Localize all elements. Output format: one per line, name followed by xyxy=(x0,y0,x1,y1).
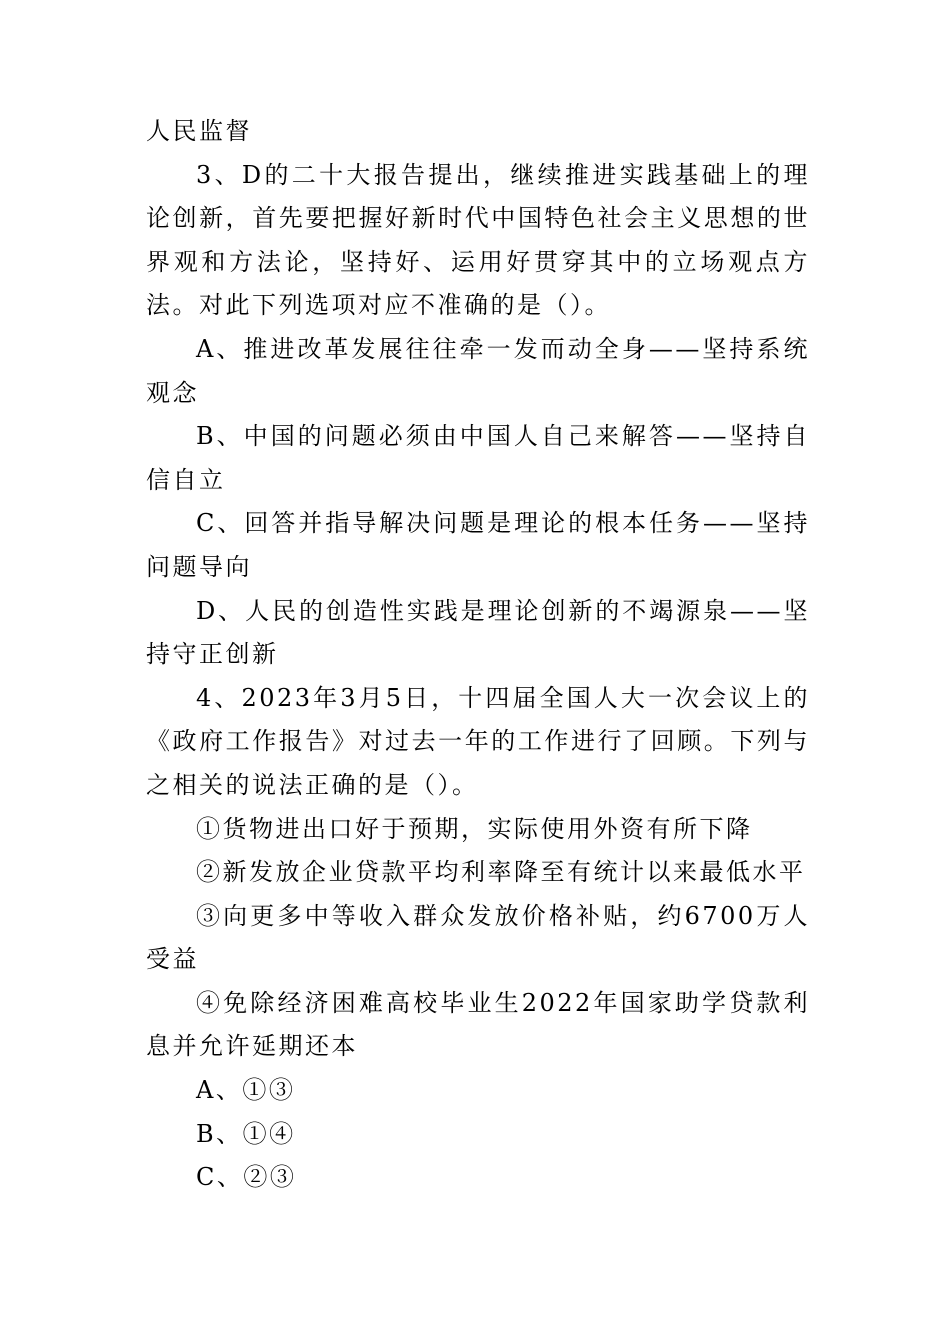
question-4-option-a: A、①③ xyxy=(196,1076,296,1105)
question-4-statement-2: ②新发放企业贷款平均利率降至有统计以来最低水平 xyxy=(196,858,806,887)
question-3-option-c: C、回答并指导解决问题是理论的根本任务——坚持问题导向 xyxy=(146,509,810,581)
question-3-option-b: B、中国的问题必须由中国人自己来解答——坚持自信自立 xyxy=(146,422,810,494)
question-4: 4、2023年3月5日，十四届全国人大一次会议上的《政府工作报告》对过去一年的工作进行了回顾。下列与之相关的说法正确的是（）。 xyxy=(146,683,810,799)
document-page xyxy=(146,110,810,1200)
text-line-continuation: 人民监督 xyxy=(146,117,252,145)
question-4-statement-1: ①货物进出口好于预期，实际使用外资有所下降 xyxy=(196,814,753,843)
question-3: 3、D的二十大报告提出，继续推进实践基础上的理论创新，首先要把握好新时代中国特色社会主义思想的世界观和方法论，坚持好、运用好贯穿其中的立场观点方法。对此下列选项对应不准确的是（）。 xyxy=(146,160,810,320)
question-4-statement-3: ③向更多中等收入群众发放价格补贴，约6700万人受益 xyxy=(146,901,810,974)
question-4-option-b: B、①④ xyxy=(196,1119,296,1148)
question-4-statement-4: ④免除经济困难高校毕业生2022年国家助学贷款利息并允许延期还本 xyxy=(146,988,810,1061)
question-3-option-a: A、推进改革发展往往牵一发而动全身——坚持系统观念 xyxy=(146,334,810,407)
question-4-option-c: C、②③ xyxy=(196,1163,297,1192)
question-3-option-d: D、人民的创造性实践是理论创新的不竭源泉——坚持守正创新 xyxy=(146,596,810,669)
